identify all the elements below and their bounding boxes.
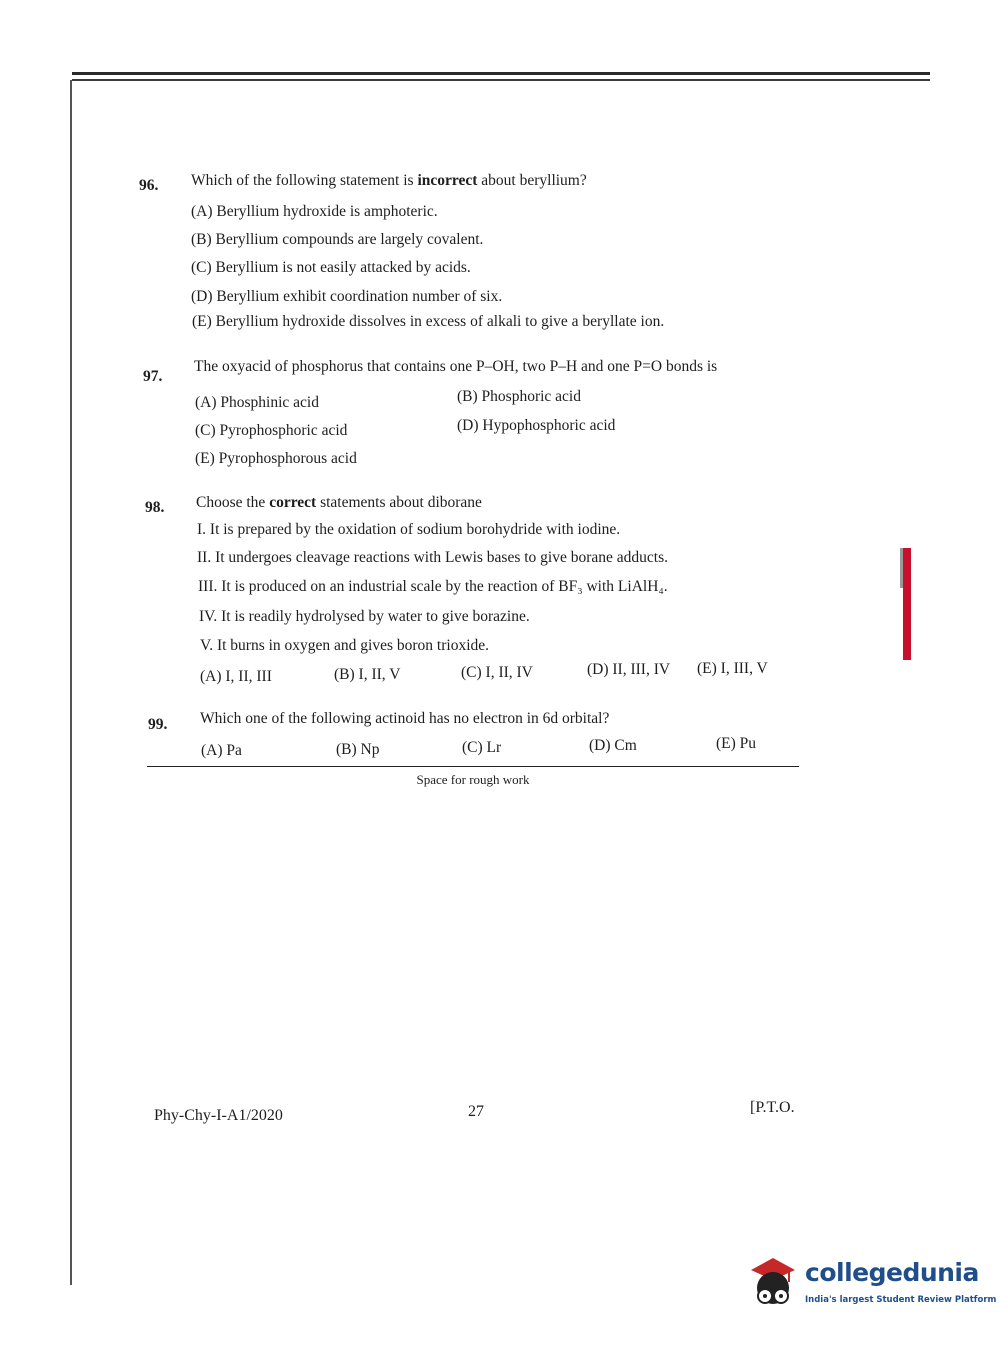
question-number: 96. (139, 177, 159, 194)
question-number: 97. (143, 368, 163, 385)
question-number: 98. (145, 499, 165, 516)
statement-i: I. It is prepared by the oxidation of sodium borohydride with iodine. (197, 521, 621, 538)
option-c: (C) Lr (462, 739, 502, 756)
option-b: (B) Beryllium compounds are largely covalent. (191, 231, 484, 248)
option-e: (E) Pu (716, 735, 757, 752)
option-c: (C) Beryllium is not easily attacked by acids. (191, 259, 471, 276)
collegedunia-watermark (743, 1252, 997, 1316)
paper-code: Phy-Chy-I-A1/2020 (154, 1107, 283, 1124)
mascot-logo-icon (743, 1252, 803, 1312)
option-d: (D) Beryllium exhibit coordination number of six. (191, 288, 503, 305)
question-stem: Which one of the following actinoid has no electron in 6d orbital? (200, 710, 610, 727)
option-b: (B) Phosphoric acid (457, 388, 581, 405)
option-d: (D) Hypophosphoric acid (457, 417, 616, 434)
option-a: (A) I, II, III (200, 668, 272, 685)
brand-tagline: India's largest Student Review Platform (805, 1295, 997, 1305)
option-a: (A) Beryllium hydroxide is amphoteric. (191, 203, 438, 220)
statement-iv: IV. It is readily hydrolysed by water to give borazine. (199, 608, 530, 625)
option-e: (E) Pyrophosphorous acid (195, 450, 357, 467)
question-stem: Choose the correct statements about diborane (196, 494, 482, 511)
option-e: (E) Beryllium hydroxide dissolves in excess of alkali to give a beryllate ion. (192, 313, 665, 330)
option-b: (B) I, II, V (334, 666, 401, 683)
option-c: (C) I, II, IV (461, 664, 533, 681)
question-stem: Which of the following statement is incorrect about beryllium? (191, 172, 587, 189)
option-e: (E) I, III, V (697, 660, 768, 677)
question-stem: The oxyacid of phosphorus that contains one P–OH, two P–H and one P=O bonds is (194, 358, 718, 375)
option-c: (C) Pyrophosphoric acid (195, 422, 348, 439)
red-margin-mark (903, 548, 911, 660)
top-border (72, 72, 930, 75)
rough-work-divider (147, 766, 799, 767)
option-b: (B) Np (336, 741, 380, 758)
brand-name: collegedunia (805, 1258, 979, 1287)
statement-ii: II. It undergoes cleavage reactions with Lewis bases to give borane adducts. (197, 549, 669, 566)
question-number: 99. (148, 716, 168, 733)
pto-label: [P.T.O. (750, 1099, 795, 1116)
top-border-inner (72, 79, 930, 81)
option-d: (D) Cm (589, 737, 637, 754)
statement-iii: III. It is produced on an industrial scale by the reaction of BF₃ with LiAlH₄. (198, 578, 668, 595)
option-d: (D) II, III, IV (587, 661, 671, 678)
rough-work-label: Space for rough work (416, 772, 530, 787)
statement-v: V. It burns in oxygen and gives boron trioxide. (200, 637, 490, 654)
left-page-edge (70, 80, 72, 1285)
option-a: (A) Phosphinic acid (195, 394, 319, 411)
option-a: (A) Pa (201, 742, 242, 759)
page-number: 27 (468, 1103, 484, 1120)
